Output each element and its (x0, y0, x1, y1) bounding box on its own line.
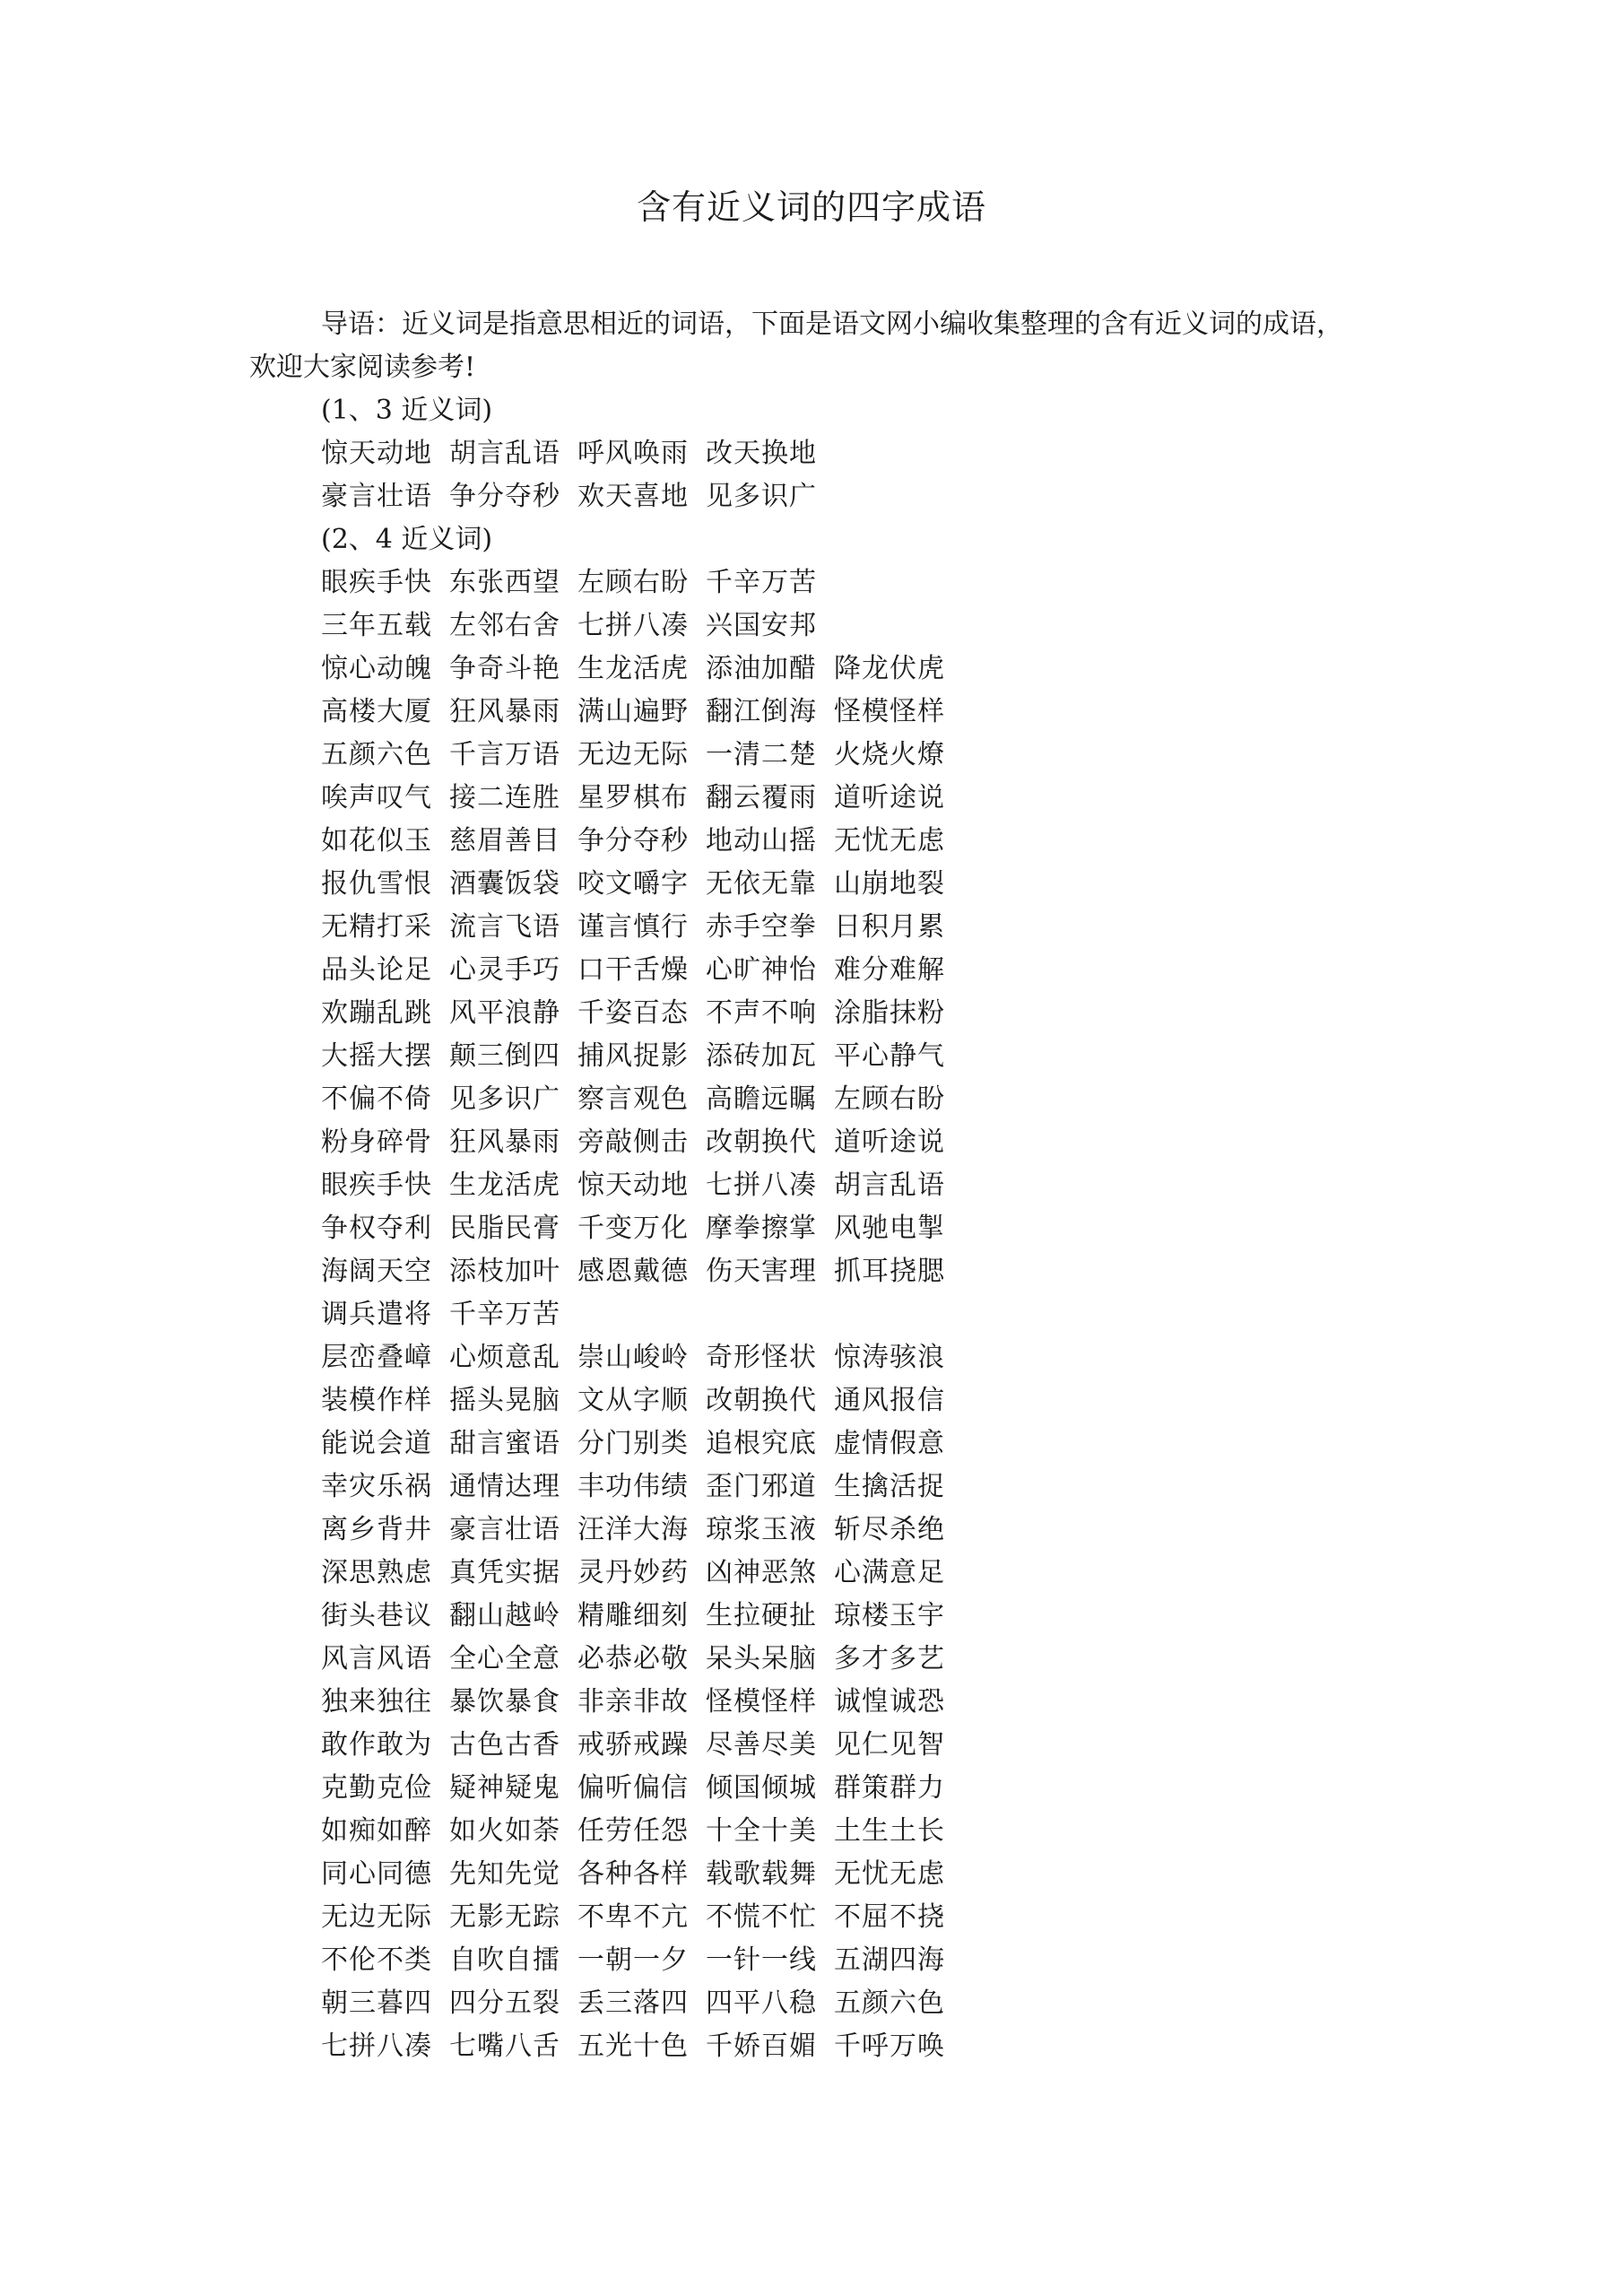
idiom: 古色古香 (449, 1729, 560, 1761)
idiom: 四平八稳 (706, 1987, 817, 2019)
idiom: 高楼大厦 (321, 696, 432, 727)
idiom: 七拼八凑 (706, 1170, 817, 1201)
idiom: 接二连胜 (449, 782, 560, 813)
idiom: 调兵遣将 (321, 1299, 432, 1330)
idiom-row (321, 1896, 1397, 1939)
idiom: 非亲非故 (577, 1686, 689, 1718)
idiom: 先知先觉 (449, 1858, 560, 1890)
idiom: 报仇雪恨 (321, 868, 432, 900)
idiom: 千娇百媚 (706, 2031, 817, 2062)
idiom-row (321, 691, 1397, 734)
idiom: 真凭实据 (449, 1557, 560, 1588)
idiom: 疑神疑鬼 (449, 1772, 560, 1804)
idiom: 不卑不亢 (577, 1901, 689, 1933)
idiom: 装模作样 (321, 1385, 432, 1416)
idiom-row (321, 1509, 1397, 1552)
section-heading: (1、3 近义词) (321, 395, 493, 426)
idiom: 琼楼玉宇 (834, 1600, 945, 1631)
idiom: 满山遍野 (577, 696, 689, 727)
idiom: 欢天喜地 (577, 481, 689, 512)
intro-paragraph (249, 303, 1415, 389)
idiom: 七拼八凑 (577, 610, 689, 641)
idiom: 千辛万苦 (449, 1299, 560, 1330)
idiom: 能说会道 (321, 1428, 432, 1459)
idiom-row (321, 1250, 1397, 1293)
idiom: 争分夺秒 (577, 825, 689, 857)
idiom: 怪模怪样 (834, 696, 945, 727)
idiom: 难分难解 (834, 954, 945, 986)
idiom: 见多识广 (449, 1083, 560, 1115)
idiom: 奇形怪状 (706, 1342, 817, 1373)
idiom: 无边无际 (321, 1901, 432, 1933)
idiom: 深思熟虑 (321, 1557, 432, 1588)
idiom: 日积月累 (834, 911, 945, 943)
idiom: 崇山峻岭 (577, 1342, 689, 1373)
idiom: 尽善尽美 (706, 1729, 817, 1761)
idiom: 千姿百态 (577, 997, 689, 1029)
idiom: 如火如荼 (449, 1815, 560, 1847)
idiom-row (321, 1379, 1397, 1422)
idiom: 地动山摇 (706, 825, 817, 857)
idiom: 慈眉善目 (449, 825, 560, 857)
idiom: 多才多艺 (834, 1643, 945, 1674)
idiom: 赤手空拳 (706, 911, 817, 943)
idiom: 五湖四海 (834, 1944, 945, 1976)
idiom: 兴国安邦 (706, 610, 817, 641)
idiom: 无忧无虑 (834, 1858, 945, 1890)
idiom: 敢作敢为 (321, 1729, 432, 1761)
idiom: 呆头呆脑 (706, 1643, 817, 1674)
idiom-row (321, 1336, 1397, 1379)
idiom: 眼疾手快 (321, 567, 432, 598)
idiom: 翻山越岭 (449, 1600, 560, 1631)
idiom: 平心静气 (834, 1040, 945, 1072)
idiom: 通风报信 (834, 1385, 945, 1416)
idiom: 不声不响 (706, 997, 817, 1029)
idiom-row (321, 561, 1397, 604)
idiom: 豪言壮语 (449, 1514, 560, 1545)
idiom: 品头论足 (321, 954, 432, 986)
idiom-row (321, 906, 1397, 949)
idiom: 暴饮暴食 (449, 1686, 560, 1718)
idiom: 添油加醋 (706, 653, 817, 684)
idiom: 层峦叠嶂 (321, 1342, 432, 1373)
idiom: 分门别类 (577, 1428, 689, 1459)
idiom: 诚惶诚恐 (834, 1686, 945, 1718)
idiom: 道听途说 (834, 1126, 945, 1158)
idiom: 文从字顺 (577, 1385, 689, 1416)
idiom: 左邻右舍 (449, 610, 560, 641)
idiom: 争分夺秒 (449, 481, 560, 512)
idiom: 争权夺利 (321, 1213, 432, 1244)
idiom: 凶神恶煞 (706, 1557, 817, 1588)
idiom: 歪门邪道 (706, 1471, 817, 1502)
idiom: 惊心动魄 (321, 653, 432, 684)
idiom: 丢三落四 (577, 1987, 689, 2019)
idiom: 戒骄戒躁 (577, 1729, 689, 1761)
idiom: 左顾右盼 (577, 567, 689, 598)
idiom: 千变万化 (577, 1213, 689, 1244)
idiom: 流言飞语 (449, 911, 560, 943)
idiom: 不偏不倚 (321, 1083, 432, 1115)
idiom: 各种各样 (577, 1858, 689, 1890)
idiom: 不伦不类 (321, 1944, 432, 1976)
idiom: 倾国倾城 (706, 1772, 817, 1804)
idiom: 添砖加瓦 (706, 1040, 817, 1072)
idiom: 五颜六色 (834, 1987, 945, 2019)
intro-line-1: 导语：近义词是指意思相近的词语，下面是语文网小编收集整理的含有近义词的成语， (321, 309, 1343, 340)
idiom-row (321, 1853, 1397, 1896)
idiom: 颠三倒四 (449, 1040, 560, 1072)
idiom-row (321, 992, 1397, 1035)
idiom-row (321, 1293, 1397, 1336)
idiom-row (321, 648, 1397, 691)
idiom: 偏听偏信 (577, 1772, 689, 1804)
idiom: 心满意足 (834, 1557, 945, 1588)
idiom: 必恭必敬 (577, 1643, 689, 1674)
idiom: 心烦意乱 (449, 1342, 560, 1373)
idiom: 群策群力 (834, 1772, 945, 1804)
idiom: 精雕细刻 (577, 1600, 689, 1631)
idiom: 惊天动地 (577, 1170, 689, 1201)
idiom: 无精打采 (321, 911, 432, 943)
section-heading: (2、4 近义词) (321, 524, 493, 555)
idiom: 添枝加叶 (449, 1256, 560, 1287)
idiom: 改朝换代 (706, 1385, 817, 1416)
idiom: 大摇大摆 (321, 1040, 432, 1072)
idiom: 抓耳挠腮 (834, 1256, 945, 1287)
idiom: 争奇斗艳 (449, 653, 560, 684)
intro-line-2: 欢迎大家阅读参考! (249, 352, 476, 383)
idiom: 惊涛骇浪 (834, 1342, 945, 1373)
idiom: 胡言乱语 (449, 438, 560, 469)
idiom: 千呼万唤 (834, 2031, 945, 2062)
idiom: 甜言蜜语 (449, 1428, 560, 1459)
idiom: 千言万语 (449, 739, 560, 770)
idiom-row (321, 1035, 1397, 1078)
idiom-list (321, 389, 1397, 2068)
idiom: 生擒活捉 (834, 1471, 945, 1502)
idiom: 唉声叹气 (321, 782, 432, 813)
idiom-row (321, 1595, 1397, 1638)
idiom: 不慌不忙 (706, 1901, 817, 1933)
document-title: 含有近义词的四字成语 (636, 187, 986, 227)
idiom: 摩拳擦掌 (706, 1213, 817, 1244)
idiom: 心灵手巧 (449, 954, 560, 986)
idiom: 离乡背井 (321, 1514, 432, 1545)
idiom: 风平浪静 (449, 997, 560, 1029)
idiom: 如痴如醉 (321, 1815, 432, 1847)
idiom-row (321, 863, 1397, 906)
idiom: 胡言乱语 (834, 1170, 945, 1201)
idiom: 丰功伟绩 (577, 1471, 689, 1502)
idiom: 一朝一夕 (577, 1944, 689, 1976)
idiom: 东张西望 (449, 567, 560, 598)
idiom: 四分五裂 (449, 1987, 560, 2019)
idiom: 谨言慎行 (577, 911, 689, 943)
idiom: 翻云覆雨 (706, 782, 817, 813)
idiom-row (321, 1078, 1397, 1121)
idiom: 街头巷议 (321, 1600, 432, 1631)
idiom-row (321, 1681, 1397, 1724)
idiom-row (321, 432, 1397, 475)
idiom: 见仁见智 (834, 1729, 945, 1761)
idiom-row (321, 1810, 1397, 1853)
idiom: 十全十美 (706, 1815, 817, 1847)
idiom-row (321, 734, 1397, 777)
idiom: 朝三暮四 (321, 1987, 432, 2019)
idiom: 幸灾乐祸 (321, 1471, 432, 1502)
idiom: 星罗棋布 (577, 782, 689, 813)
idiom-row (321, 1767, 1397, 1810)
idiom: 任劳任怨 (577, 1815, 689, 1847)
idiom: 酒囊饭袋 (449, 868, 560, 900)
idiom: 风驰电掣 (834, 1213, 945, 1244)
idiom-row (321, 1164, 1397, 1207)
idiom: 生龙活虎 (449, 1170, 560, 1201)
idiom: 狂风暴雨 (449, 1126, 560, 1158)
idiom: 追根究底 (706, 1428, 817, 1459)
idiom: 捕风捉影 (577, 1040, 689, 1072)
idiom-row (321, 2025, 1397, 2068)
idiom-row (321, 1552, 1397, 1595)
idiom: 一清二楚 (706, 739, 817, 770)
idiom: 感恩戴德 (577, 1256, 689, 1287)
idiom: 伤天害理 (706, 1256, 817, 1287)
idiom: 口干舌燥 (577, 954, 689, 986)
idiom: 咬文嚼字 (577, 868, 689, 900)
idiom: 独来独往 (321, 1686, 432, 1718)
idiom: 三年五载 (321, 610, 432, 641)
idiom: 通情达理 (449, 1471, 560, 1502)
idiom: 无忧无虑 (834, 825, 945, 857)
idiom: 汪洋大海 (577, 1514, 689, 1545)
idiom: 同心同德 (321, 1858, 432, 1890)
idiom: 改朝换代 (706, 1126, 817, 1158)
idiom: 呼风唤雨 (577, 438, 689, 469)
idiom: 翻江倒海 (706, 696, 817, 727)
idiom-row (321, 1207, 1397, 1250)
idiom: 土生土长 (834, 1815, 945, 1847)
idiom-row (321, 1638, 1397, 1681)
idiom-row (321, 1982, 1397, 2025)
idiom-row (321, 777, 1397, 820)
idiom: 降龙伏虎 (834, 653, 945, 684)
idiom-row (321, 1465, 1397, 1509)
idiom: 五颜六色 (321, 739, 432, 770)
idiom: 生龙活虎 (577, 653, 689, 684)
idiom: 自吹自擂 (449, 1944, 560, 1976)
idiom: 涂脂抹粉 (834, 997, 945, 1029)
idiom: 心旷神怡 (706, 954, 817, 986)
idiom-row (321, 1422, 1397, 1465)
idiom: 见多识广 (706, 481, 817, 512)
idiom: 琼浆玉液 (706, 1514, 817, 1545)
idiom: 无影无踪 (449, 1901, 560, 1933)
idiom: 高瞻远瞩 (706, 1083, 817, 1115)
idiom: 改天换地 (706, 438, 817, 469)
idiom: 灵丹妙药 (577, 1557, 689, 1588)
idiom-row (321, 1939, 1397, 1982)
idiom: 豪言壮语 (321, 481, 432, 512)
idiom: 载歌载舞 (706, 1858, 817, 1890)
idiom: 察言观色 (577, 1083, 689, 1115)
idiom: 七拼八凑 (321, 2031, 432, 2062)
idiom: 无边无际 (577, 739, 689, 770)
idiom-row (321, 475, 1397, 518)
idiom: 如花似玉 (321, 825, 432, 857)
idiom: 风言风语 (321, 1643, 432, 1674)
idiom: 七嘴八舌 (449, 2031, 560, 2062)
idiom: 虚情假意 (834, 1428, 945, 1459)
idiom: 山崩地裂 (834, 868, 945, 900)
idiom: 眼疾手快 (321, 1170, 432, 1201)
idiom: 五光十色 (577, 2031, 689, 2062)
idiom-row (321, 820, 1397, 863)
idiom: 不屈不挠 (834, 1901, 945, 1933)
idiom: 旁敲侧击 (577, 1126, 689, 1158)
idiom-row (321, 949, 1397, 992)
idiom: 生拉硬扯 (706, 1600, 817, 1631)
idiom: 海阔天空 (321, 1256, 432, 1287)
idiom: 摇头晃脑 (449, 1385, 560, 1416)
idiom-row (321, 604, 1397, 648)
idiom: 左顾右盼 (834, 1083, 945, 1115)
idiom: 克勤克俭 (321, 1772, 432, 1804)
idiom: 粉身碎骨 (321, 1126, 432, 1158)
idiom: 狂风暴雨 (449, 696, 560, 727)
idiom: 欢蹦乱跳 (321, 997, 432, 1029)
idiom-row (321, 1724, 1397, 1767)
idiom: 道听途说 (834, 782, 945, 813)
idiom-row (321, 1121, 1397, 1164)
idiom: 千辛万苦 (706, 567, 817, 598)
idiom: 怪模怪样 (706, 1686, 817, 1718)
idiom: 一针一线 (706, 1944, 817, 1976)
idiom: 无依无靠 (706, 868, 817, 900)
idiom: 民脂民膏 (449, 1213, 560, 1244)
idiom: 全心全意 (449, 1643, 560, 1674)
idiom: 火烧火燎 (834, 739, 945, 770)
idiom: 惊天动地 (321, 438, 432, 469)
idiom: 斩尽杀绝 (834, 1514, 945, 1545)
